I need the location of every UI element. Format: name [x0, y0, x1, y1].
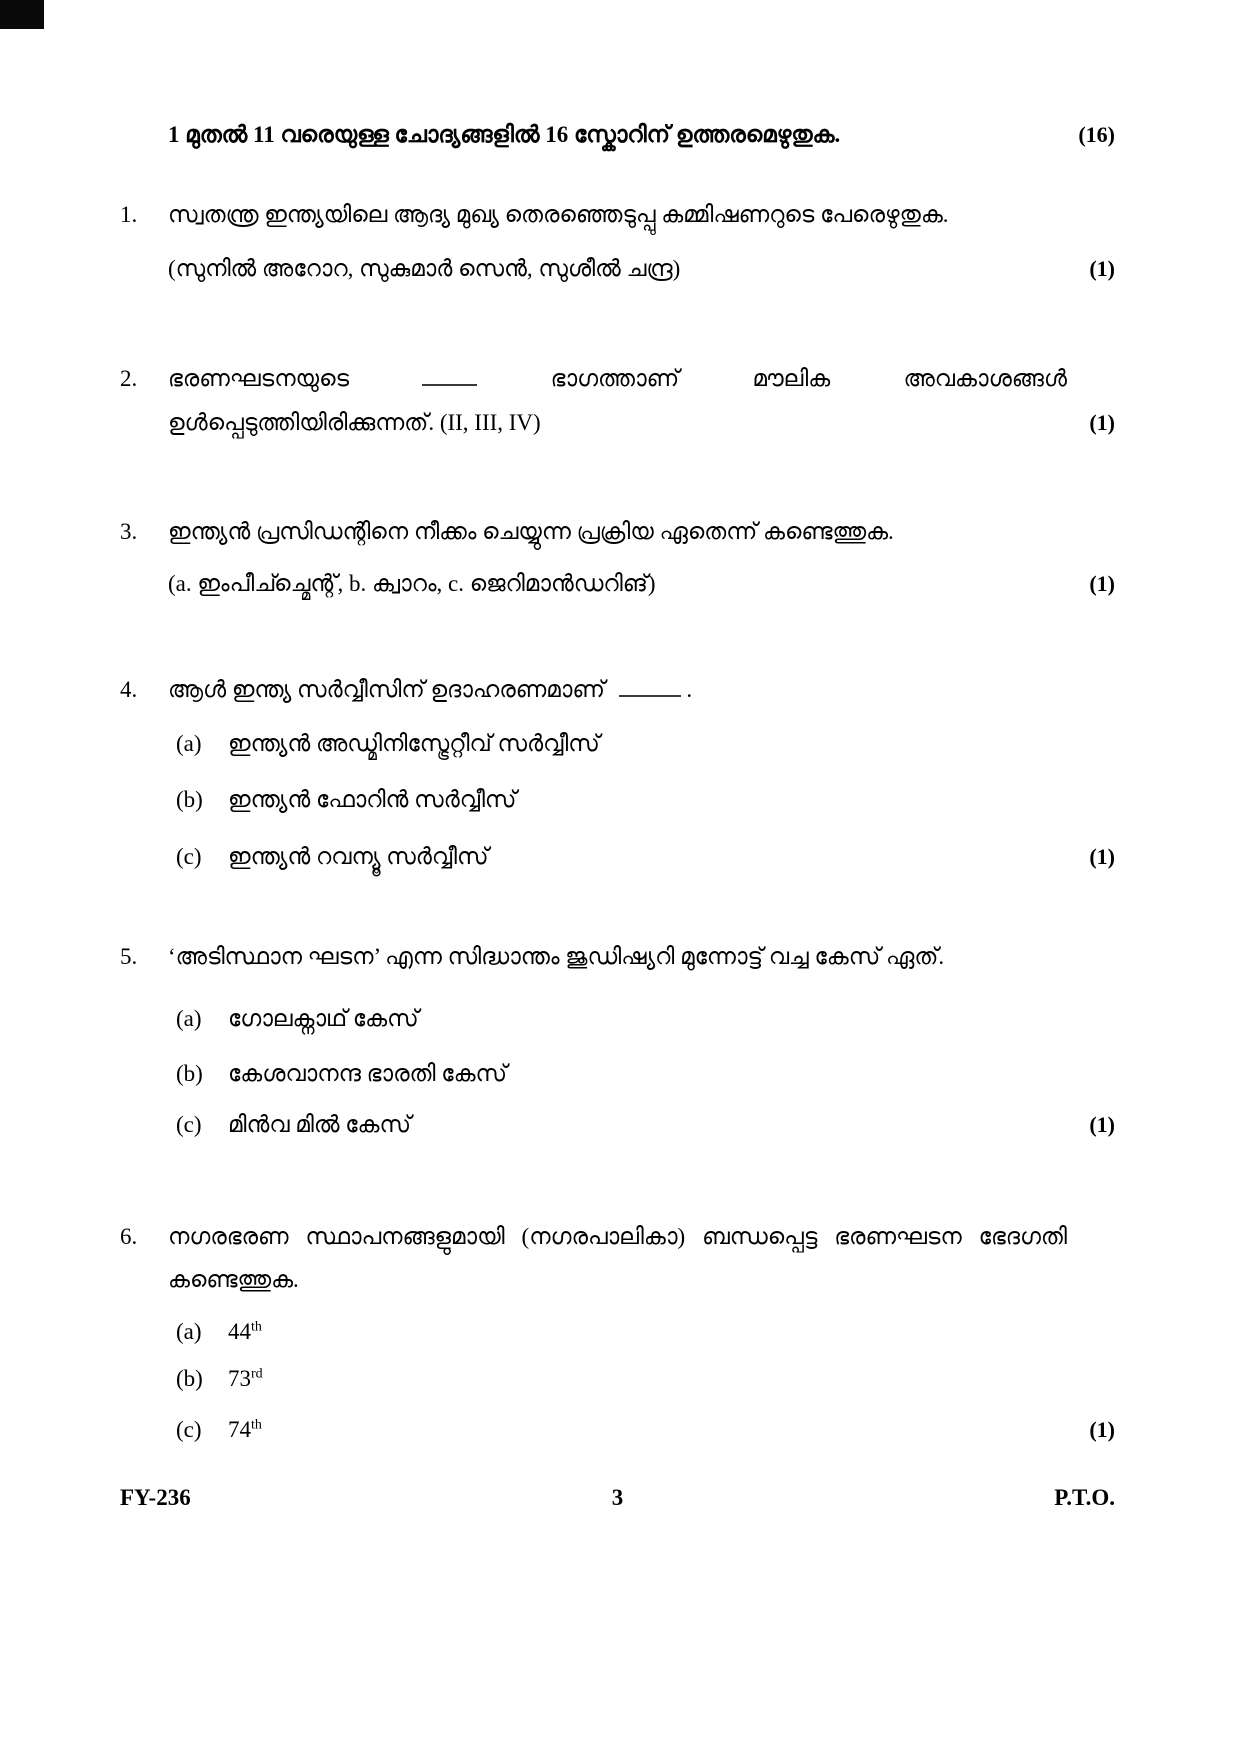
- option-label: (a): [176, 731, 202, 757]
- option-row: [168, 1057, 1067, 1091]
- option-text: [228, 1315, 1067, 1349]
- question-3-choices-text: (a. ഇംപീച്ച്മെന്റ്, b. ക്വാറം, c. ജെറിമാൻഡറിങ്): [168, 571, 656, 597]
- question-2-word: ഭരണഘടനയുടെ: [168, 366, 350, 392]
- option-label: (a): [176, 1319, 202, 1345]
- question-2-number: 2.: [120, 366, 138, 391]
- option-row: [168, 1413, 1067, 1447]
- page-footer: [120, 1483, 1115, 1513]
- question-4-marks: (1): [1089, 844, 1115, 870]
- question-6-word: നഗരഭരണ: [168, 1224, 289, 1250]
- option-row: [168, 727, 1067, 761]
- option-text: [228, 1362, 1067, 1396]
- question-3-number: 3.: [120, 519, 138, 545]
- option-row: [168, 840, 1067, 874]
- question-1-number: 1.: [120, 202, 138, 227]
- question-6-option-c: [120, 1413, 1115, 1447]
- option-label: (a): [176, 1006, 202, 1032]
- scan-artifact: [0, 0, 44, 29]
- page-content: [120, 118, 1115, 1447]
- question-5-option-b: [120, 1057, 1115, 1091]
- question-2-marks: (1): [1089, 410, 1115, 436]
- option-row: [168, 783, 1067, 817]
- question-2-justified-line: [168, 362, 1067, 396]
- option-amendment-number: 74: [228, 1417, 251, 1443]
- question-6-option-a: [120, 1315, 1115, 1349]
- option-text: ഇന്ത്യൻ അഡ്മിനിസ്ട്രേറ്റീവ് സർവ്വീസ്: [228, 731, 600, 757]
- option-row: [168, 1108, 1067, 1142]
- question-1-line-2: [120, 252, 1115, 286]
- question-4-option-c: [120, 840, 1115, 874]
- question-6-word: ഭേദഗതി: [978, 1224, 1067, 1250]
- ordinal-suffix: th: [251, 1417, 262, 1433]
- option-row: [168, 1315, 1067, 1349]
- option-text: ഗോലക്നാഥ് കേസ്: [228, 1006, 419, 1032]
- question-4-option-a: [120, 727, 1115, 761]
- option-text: [228, 1413, 1067, 1447]
- question-3-marks: (1): [1089, 571, 1115, 597]
- question-1-line-1: [120, 198, 1115, 232]
- question-1-text: സ്വതന്ത്ര ഇന്ത്യയിലെ ആദ്യ മുഖ്യ തെരഞ്ഞെടുപ്പു കമ്മിഷണറുടെ പേരെഴുതുക.: [168, 202, 949, 227]
- option-text: കേശവാനന്ദ ഭാരതി കേസ്: [228, 1061, 508, 1087]
- question-2-choices-text: ഉൾപ്പെടുത്തിയിരിക്കുന്നത്. (II, III, IV): [168, 410, 541, 436]
- option-label: (b): [176, 1061, 203, 1087]
- question-5-text: ‘അടിസ്ഥാന ഘടന’ എന്ന സിദ്ധാന്തം ജുഡിഷ്യറി മുന്നോട്ട് വച്ച കേസ് ഏത്.: [168, 944, 945, 970]
- page-number: 3: [611, 1485, 624, 1510]
- pto-label: P.T.O.: [1054, 1485, 1115, 1510]
- question-6-word: ഭരണഘടന: [834, 1224, 962, 1250]
- question-6-word: സ്ഥാപനങ്ങളുമായി: [305, 1224, 505, 1250]
- ordinal-suffix: rd: [251, 1366, 263, 1382]
- question-2-word: മൗലിക: [752, 366, 831, 392]
- question-6-line-2: [120, 1263, 1115, 1297]
- question-6-line-1: [120, 1220, 1115, 1254]
- question-5-line-1: [120, 940, 1115, 974]
- question-4-line-1: [120, 673, 1115, 707]
- fill-in-blank-line: [619, 673, 681, 697]
- section-instruction-row: [120, 118, 1115, 152]
- option-row: [168, 1362, 1067, 1396]
- option-label: (c): [176, 844, 202, 870]
- section-marks: (16): [1078, 122, 1115, 147]
- question-1-marks: (1): [1089, 256, 1115, 281]
- option-amendment-number: 73: [228, 1366, 251, 1392]
- question-2-line-1: [120, 362, 1115, 396]
- question-4-stem-suffix: .: [686, 677, 693, 703]
- question-5-option-c: [120, 1108, 1115, 1142]
- option-label: (b): [176, 1366, 203, 1392]
- question-6-justified-line: [168, 1220, 1067, 1254]
- question-1-choices-text: (സുനിൽ അറോറ, സുകുമാർ സെൻ, സുശീൽ ചന്ദ്ര): [168, 256, 681, 281]
- question-3-line-1: [120, 515, 1115, 549]
- question-6-text: കണ്ടെത്തുക.: [168, 1267, 299, 1293]
- section-instruction-text: 1 മുതൽ 11 വരെയുള്ള ചോദ്യങ്ങളിൽ 16 സ്കോറിന് ഉത്തരമെഴുതുക.: [168, 122, 841, 147]
- question-5-number: 5.: [120, 944, 138, 970]
- question-4-text: [168, 673, 1067, 707]
- question-4-number: 4.: [120, 677, 138, 703]
- question-6-number: 6.: [120, 1224, 138, 1250]
- option-text: മിൻവ മിൽ കേസ്: [228, 1112, 412, 1138]
- option-label: (c): [176, 1112, 202, 1138]
- question-6-word: (നഗരപാലികാ): [521, 1224, 686, 1250]
- question-6-word: ബന്ധപ്പെട്ട: [702, 1224, 818, 1250]
- ordinal-suffix: th: [251, 1319, 262, 1335]
- question-6-marks: (1): [1089, 1417, 1115, 1443]
- question-3-line-2: [120, 567, 1115, 601]
- option-label: (c): [176, 1417, 202, 1443]
- question-5-marks: (1): [1089, 1112, 1115, 1138]
- question-2-line-2: [120, 406, 1115, 440]
- question-4-option-b: [120, 783, 1115, 817]
- option-row: [168, 1002, 1067, 1036]
- question-5-option-a: [120, 1002, 1115, 1036]
- question-2-word: അവകാശങ്ങൾ: [903, 366, 1067, 392]
- paper-code: FY-236: [120, 1485, 191, 1510]
- fill-in-blank-line: [422, 362, 477, 386]
- question-4-stem: ആൾ ഇന്ത്യ സർവ്വീസിന് ഉദാഹരണമാണ്: [168, 677, 605, 703]
- option-label: (b): [176, 787, 203, 813]
- option-text: ഇന്ത്യൻ റവന്യൂ സർവ്വീസ്: [228, 844, 489, 870]
- option-text: ഇന്ത്യൻ ഫോറിൻ സർവ്വീസ്: [228, 787, 517, 813]
- question-2-word: ഭാഗത്താണ്: [550, 366, 680, 392]
- question-3-text: ഇന്ത്യൻ പ്രസിഡന്റിനെ നീക്കം ചെയ്യുന്ന പ്രക്രിയ ഏതെന്ന് കണ്ടെത്തുക.: [168, 519, 894, 545]
- option-amendment-number: 44: [228, 1319, 251, 1345]
- question-6-option-b: [120, 1362, 1115, 1396]
